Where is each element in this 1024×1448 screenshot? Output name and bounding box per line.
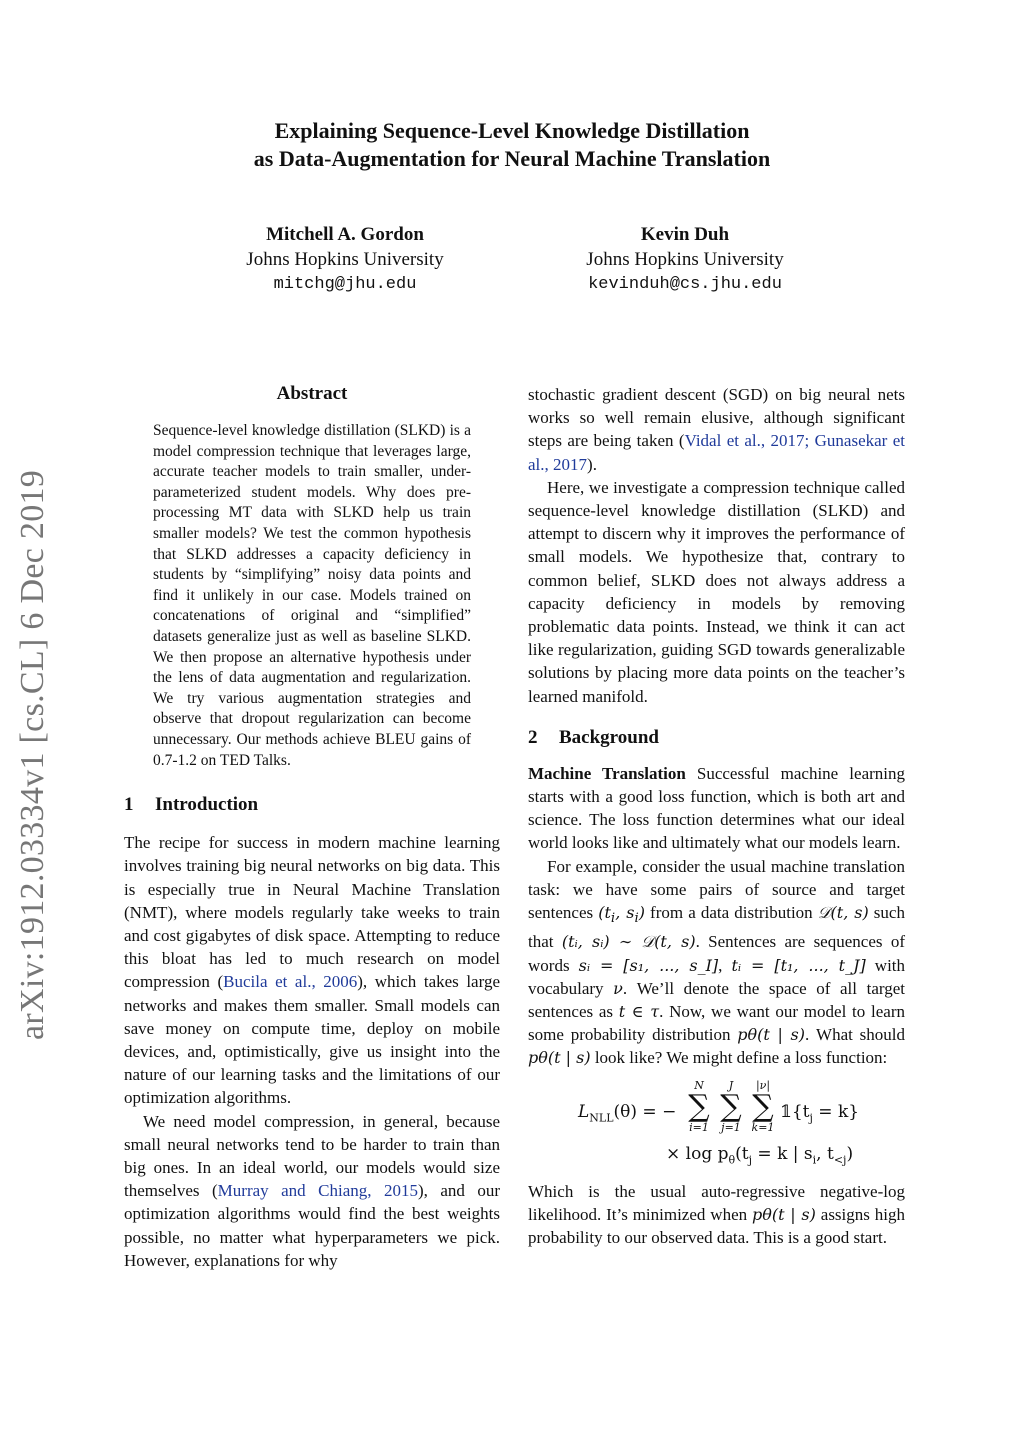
section-title-text: Introduction	[155, 794, 259, 816]
sum-k: |ν| ∑ k=1	[751, 1078, 775, 1134]
author-email: mitchg@jhu.edu	[273, 275, 417, 294]
sum-j: J ∑ j=1	[720, 1078, 742, 1134]
author-email: kevinduh@cs.jhu.edu	[588, 275, 782, 294]
citation-link[interactable]: Vidal et al., 2017	[684, 431, 805, 451]
title-line-2: as Data-Augmentation for Neural Machine Translation	[253, 146, 771, 171]
right-column	[528, 383, 905, 1249]
citation-link[interactable]: Gunasekar et al., 2017	[528, 431, 905, 474]
arxiv-identifier: arXiv:1912.03334v1 [cs.CL] 6 Dec 2019	[14, 469, 51, 1040]
author-affiliation: Johns Hopkins University	[246, 249, 444, 270]
author-block-2	[505, 222, 865, 297]
intro-paragraph-2: We need model compression, in general, because small neural networks tend to be harder to train than big ones. In an ideal world, our models would size themselves (Murray and Chiang, 2015), and our optimization algorithms would find the best weights possible, no matter what hyperparameters we pick. However, explanations for why	[124, 1111, 500, 1270]
equation-indicator: $𝟙\{t_j = k\}$	[780, 1101, 860, 1125]
section-title-text: Background	[559, 726, 659, 748]
math-source-seq: sᵢ = [s₁, ..., s_I]	[578, 955, 719, 975]
author-affiliation: Johns Hopkins University	[586, 249, 784, 270]
author-name: Mitchell A. Gordon	[266, 224, 424, 245]
section-heading-introduction	[124, 793, 500, 817]
section-number: 1	[124, 794, 134, 816]
math-model-dist: pθ(t | s)	[752, 1204, 816, 1224]
section-heading-background	[528, 726, 905, 750]
math-pair: ($t_i$, $s_i$)	[598, 903, 645, 927]
math-target-space: t ∈ τ	[618, 1002, 660, 1022]
nll-equation	[528, 1080, 905, 1172]
left-column	[124, 383, 500, 1272]
abstract-text: Sequence-level knowledge distillation (SLKD) is a model compression technique that leverages large, accurate teacher models to train smaller, under-parameterized student models. Why does pre-processing MT data with SLKD help us train smaller models? We test the common hypothesis that SLKD addresses a capacity deficiency in students by “simplifying” noisy data points and find it unlikely in our case. Models trained on concatenations of original and “simplified” datasets generalize just as well as baseline SLKD. We then propose an alternative hypothesis under the lens of data augmentation and regularization. We try various augmentation strategies and observe that dropout regularization can become unnecessary. Our methods achieve BLEU gains of 0.7-1.2 on TED Talks.	[153, 422, 471, 769]
math-sample: (tᵢ, sᵢ) ∼ 𝒟(t, s)	[561, 932, 696, 952]
citation-link[interactable]: Bucila et al., 2006	[223, 972, 358, 992]
paragraph-run-head: Machine Translation	[528, 763, 686, 783]
equation-line-2: × $\log p_\theta(t_j = k$ | $s_i$, $t_{<j}$)	[666, 1143, 854, 1167]
math-target-seq: tᵢ = [t₁, ..., t_J]	[731, 955, 866, 975]
citation-link[interactable]: Murray and Chiang, 2015	[217, 1181, 418, 1201]
intro-paragraph-3: stochastic gradient descent (SGD) on big neural nets works so well remain elusive, although significant steps are being taken (Vidal et al., 2017; Gunasekar et al., 2017).	[528, 385, 905, 474]
sum-i: N ∑ i=1	[688, 1078, 710, 1134]
author-block-1	[165, 222, 525, 297]
math-model-dist: pθ(t | s)	[528, 1048, 591, 1068]
math-distribution: 𝒟(t, s)	[817, 903, 869, 923]
section-number: 2	[528, 726, 538, 748]
author-name: Kevin Duh	[640, 224, 730, 245]
paper-title	[0, 117, 1024, 173]
background-paragraph-2: For example, consider the usual machine translation task: we have some pairs of source and target sentences ($t_i$, $s_i$) from a data distribution 𝒟(t, s) such that (tᵢ, sᵢ) ∼ 𝒟(t, s). Sentences are sequences of words sᵢ = [s₁, ..., s_I], tᵢ = [t₁, ..., t_J] with vocabulary ν. We’ll denote the space of all target sentences as t ∈ τ. Now, we want our model to learn some probability distribution pθ(t | s). What should pθ(t | s) look like? We might define a loss function:	[528, 856, 906, 1068]
abstract-heading: Abstract	[276, 383, 348, 404]
equation-lhs: $L_{NLL}(\theta)$ = −	[578, 1101, 677, 1125]
background-paragraph-3: Which is the usual auto-regressive negative-log likelihood. It’s minimized when pθ(t | s) assigns high probability to our observed data. This is a good start.	[528, 1181, 905, 1248]
intro-paragraph-4: Here, we investigate a compression technique called sequence-level knowledge distillation (SLKD) and attempt to discern why it improves the performance of small models. We hypothesize that, contrary to common belief, SLKD does not always address a capacity deficiency in models by removing problematic data points. Instead, we think it can act like regularization, guiding SGD towards generalizable solutions by placing more data points on the teacher’s learned manifold.	[528, 477, 905, 706]
math-vocab: ν	[613, 978, 623, 998]
intro-paragraph-1: The recipe for success in modern machine learning involves training big neural networks on big data. This is especially true in Neural Machine Translation (NMT), where models regularly take weeks to train and cost gigabytes of disk space. Attempting to reduce this bloat has led to much research on model compression (Bucila et al., 2006), which takes large networks and makes them smaller. Small models can save money on compute time, deploy on mobile devices, and, optimistically, give us insight into the nature of our learning tasks and the limitations of our optimization algorithms.	[124, 833, 501, 1108]
math-model-dist: pθ(t | s)	[737, 1025, 805, 1045]
background-paragraph-1: Machine Translation Successful machine learning starts with a good loss function, which is both art and science. The loss function determines what our ideal world looks like and ultimately what our models learn.	[528, 763, 905, 853]
title-line-1: Explaining Sequence-Level Knowledge Distillation	[274, 118, 750, 143]
